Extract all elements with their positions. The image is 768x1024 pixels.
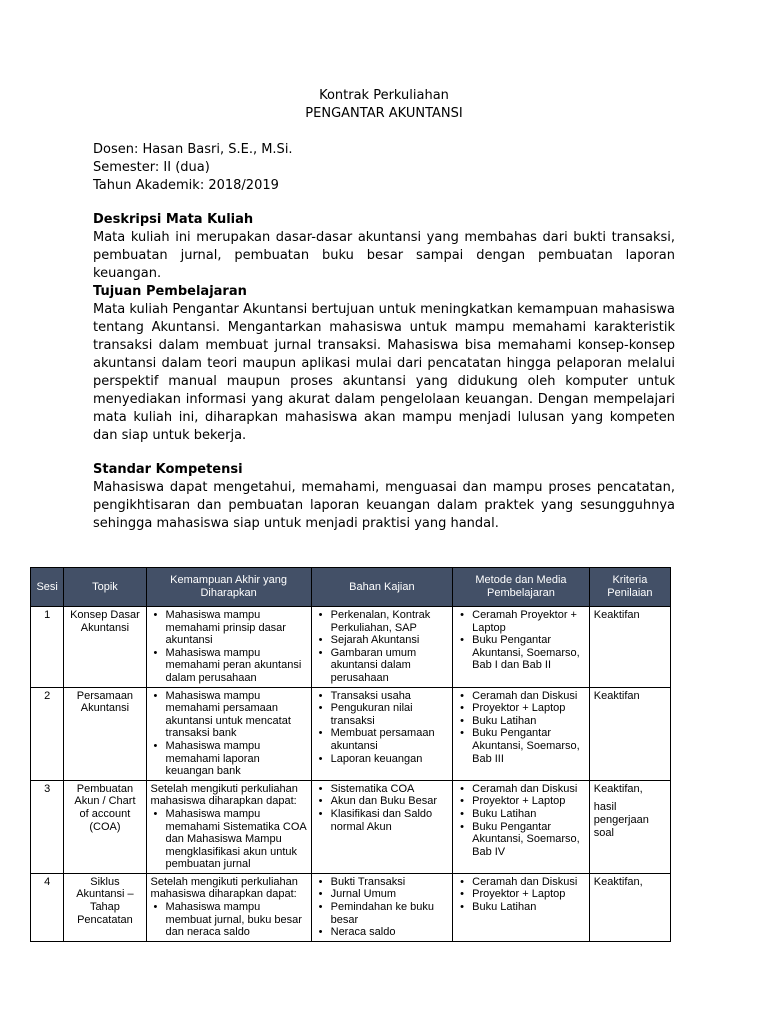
header-kemampuan: Kemampuan Akhir yang Diharapkan: [146, 568, 311, 607]
list-item: • Mahasiswa mampu memahami persamaan akuntansi untuk mencatat transaksi bank: [166, 690, 307, 740]
list-item: • Membuat persamaan akuntansi: [331, 727, 449, 752]
list-item: • Proyektor + Laptop: [472, 888, 585, 901]
kemampuan-intro: Setelah mengikuti perkuliahan mahasiswa diharapkan dapat:: [150, 782, 298, 808]
cell-kriteria: [589, 780, 670, 873]
cell-metode: [453, 607, 590, 688]
kriteria-text: Keaktifan: [593, 689, 640, 702]
list-item: • Pengukuran nilai transaksi: [331, 702, 449, 727]
list-item: • Mahasiswa mampu memahami peran akuntansi dalam perusahaan: [166, 647, 307, 685]
cell-bahan: [311, 873, 453, 941]
cell-sesi: 1: [31, 607, 64, 688]
header-kriteria: Kriteria Penilaian: [589, 568, 670, 607]
list-item: • Gambaran umum akuntansi dalam perusahaan: [331, 647, 449, 685]
list-item: • Ceramah dan Diskusi: [472, 783, 585, 796]
metode-list: [457, 876, 585, 914]
cell-kemampuan: [146, 873, 311, 941]
cell-kriteria: [589, 607, 670, 688]
cell-bahan: [311, 780, 453, 873]
list-item: • Proyektor + Laptop: [472, 795, 585, 808]
course-title: PENGANTAR AKUNTANSI: [305, 106, 463, 121]
list-item: • Perkenalan, Kontrak Perkuliahan, SAP: [331, 609, 449, 634]
header-bahan: Bahan Kajian: [311, 568, 453, 607]
header-metode: Metode dan Media Pembelajaran: [453, 568, 590, 607]
header-topik: Topik: [64, 568, 146, 607]
description-body: Mata kuliah ini merupakan dasar-dasar akuntansi yang membahas dari bukti transaksi, pembuatan jurnal, pembuatan buku besar sampai dengan pembuatan laporan keuangan.: [93, 230, 675, 281]
list-item: • Buku Pengantar Akuntansi, Soemarso, Bab I dan Bab II: [472, 634, 585, 672]
cell-kriteria: [589, 873, 670, 941]
kemampuan-list: [151, 690, 307, 778]
academic-year-line: Tahun Akademik: 2018/2019: [93, 178, 279, 193]
header-sesi: Sesi: [31, 568, 64, 607]
list-item: • Pemindahan ke buku besar: [331, 901, 449, 926]
cell-kemampuan: [146, 607, 311, 688]
list-item: • Proyektor + Laptop: [472, 702, 585, 715]
list-item: • Buku Latihan: [472, 808, 585, 821]
kemampuan-intro: Setelah mengikuti perkuliahan mahasiswa diharapkan dapat:: [150, 875, 298, 901]
cell-bahan: [311, 687, 453, 780]
metode-list: [457, 690, 585, 766]
kriteria-text: Keaktifan,: [593, 782, 643, 795]
table-row: [31, 607, 671, 688]
kemampuan-list: [151, 808, 307, 871]
list-item: • Klasifikasi dan Saldo normal Akun: [331, 808, 449, 833]
cell-kemampuan: [146, 780, 311, 873]
cell-metode: [453, 780, 590, 873]
description-heading: Deskripsi Mata Kuliah: [93, 212, 254, 227]
lecturer-line: Dosen: Hasan Basri, S.E., M.Si.: [93, 142, 293, 157]
cell-bahan: [311, 607, 453, 688]
cell-sesi: 3: [31, 780, 64, 873]
bahan-list: [316, 783, 449, 833]
kemampuan-list: [151, 901, 307, 939]
list-item: • Jurnal Umum: [331, 888, 449, 901]
list-item: • Bukti Transaksi: [331, 876, 449, 889]
semester-line: Semester: II (dua): [93, 160, 210, 175]
bahan-list: [316, 876, 449, 939]
list-item: • Mahasiswa mampu membuat jurnal, buku besar dan neraca saldo: [166, 901, 307, 939]
objectives-body: Mata kuliah Pengantar Akuntansi bertujuan untuk meningkatkan kemampuan mahasiswa tentang Akuntansi. Mengantarkan mahasiswa untuk mampu memahami karakteristik transaksi dalam membuat jurnal transaksi. Mahasiswa bisa memahami konsep-konsep akuntansi dalam teori maupun aplikasi mulai dari pencatatan hingga pelaporan melalui perspektif manual maupun proses akuntansi yang didukung oleh komputer untuk menyediakan informasi yang akurat dalam pengelolaan keuangan. Dengan mempelajari mata kuliah ini, diharapkan mahasiswa akan mampu menjadi lulusan yang kompeten dan siap untuk bekerja.: [93, 302, 675, 443]
list-item: • Sistematika COA: [331, 783, 449, 796]
table-row: [31, 780, 671, 873]
cell-sesi: 2: [31, 687, 64, 780]
list-item: • Mahasiswa mampu memahami laporan keuangan bank: [166, 740, 307, 778]
list-item: • Buku Pengantar Akuntansi, Soemarso, Bab IV: [472, 821, 585, 859]
contract-label: Kontrak Perkuliahan: [319, 88, 449, 103]
list-item: • Buku Latihan: [472, 901, 585, 914]
list-item: • Ceramah dan Diskusi: [472, 876, 585, 889]
list-item: • Ceramah dan Diskusi: [472, 690, 585, 703]
kriteria-text: Keaktifan: [593, 609, 640, 621]
competency-heading: Standar Kompetensi: [93, 462, 243, 477]
list-item: • Laporan keuangan: [331, 753, 449, 766]
cell-kemampuan: [146, 687, 311, 780]
cell-kriteria: [589, 687, 670, 780]
list-item: • Buku Latihan: [472, 715, 585, 728]
list-item: • Transaksi usaha: [331, 690, 449, 703]
bahan-list: [316, 609, 449, 685]
competency-body: Mahasiswa dapat mengetahui, memahami, menguasai dan mampu proses pencatatan, pengikhtisaran dan pembuatan laporan keuangan dalam praktek yang sesungguhnya sehingga mahasiswa siap untuk menjadi praktisi yang handal.: [93, 480, 675, 531]
course-plan-table: [30, 567, 671, 942]
kemampuan-list: [151, 609, 307, 685]
cell-sesi: 4: [31, 873, 64, 941]
list-item: • Akun dan Buku Besar: [331, 795, 449, 808]
list-item: • Neraca saldo: [331, 926, 449, 939]
table-row: [31, 687, 671, 780]
list-item: • Mahasiswa mampu memahami prinsip dasar akuntansi: [166, 609, 307, 647]
table-row: [31, 873, 671, 941]
cell-metode: [453, 687, 590, 780]
list-item: • Buku Pengantar Akuntansi, Soemarso, Bab III: [472, 727, 585, 765]
bahan-list: [316, 690, 449, 766]
cell-topik: Siklus Akuntansi – Tahap Pencatatan: [64, 873, 146, 941]
objectives-heading: Tujuan Pembelajaran: [93, 284, 247, 299]
table-header-row: [31, 568, 671, 607]
cell-topik: Pembuatan Akun / Chart of account (COA): [64, 780, 146, 873]
cell-topik: Persamaan Akuntansi: [64, 687, 146, 780]
metode-list: [457, 609, 585, 672]
list-item: • Sejarah Akuntansi: [331, 634, 449, 647]
kriteria-text: Keaktifan,: [593, 875, 643, 888]
kriteria-text: hasil pengerjaan soal: [593, 801, 649, 839]
list-item: • Mahasiswa mampu memahami Sistematika COA dan Mahasiswa Mampu mengklasifikasi akun untuk pembuatan jurnal: [166, 808, 307, 871]
list-item: • Ceramah Proyektor + Laptop: [472, 609, 585, 634]
cell-metode: [453, 873, 590, 941]
cell-topik: Konsep Dasar Akuntansi: [64, 607, 146, 688]
metode-list: [457, 783, 585, 859]
